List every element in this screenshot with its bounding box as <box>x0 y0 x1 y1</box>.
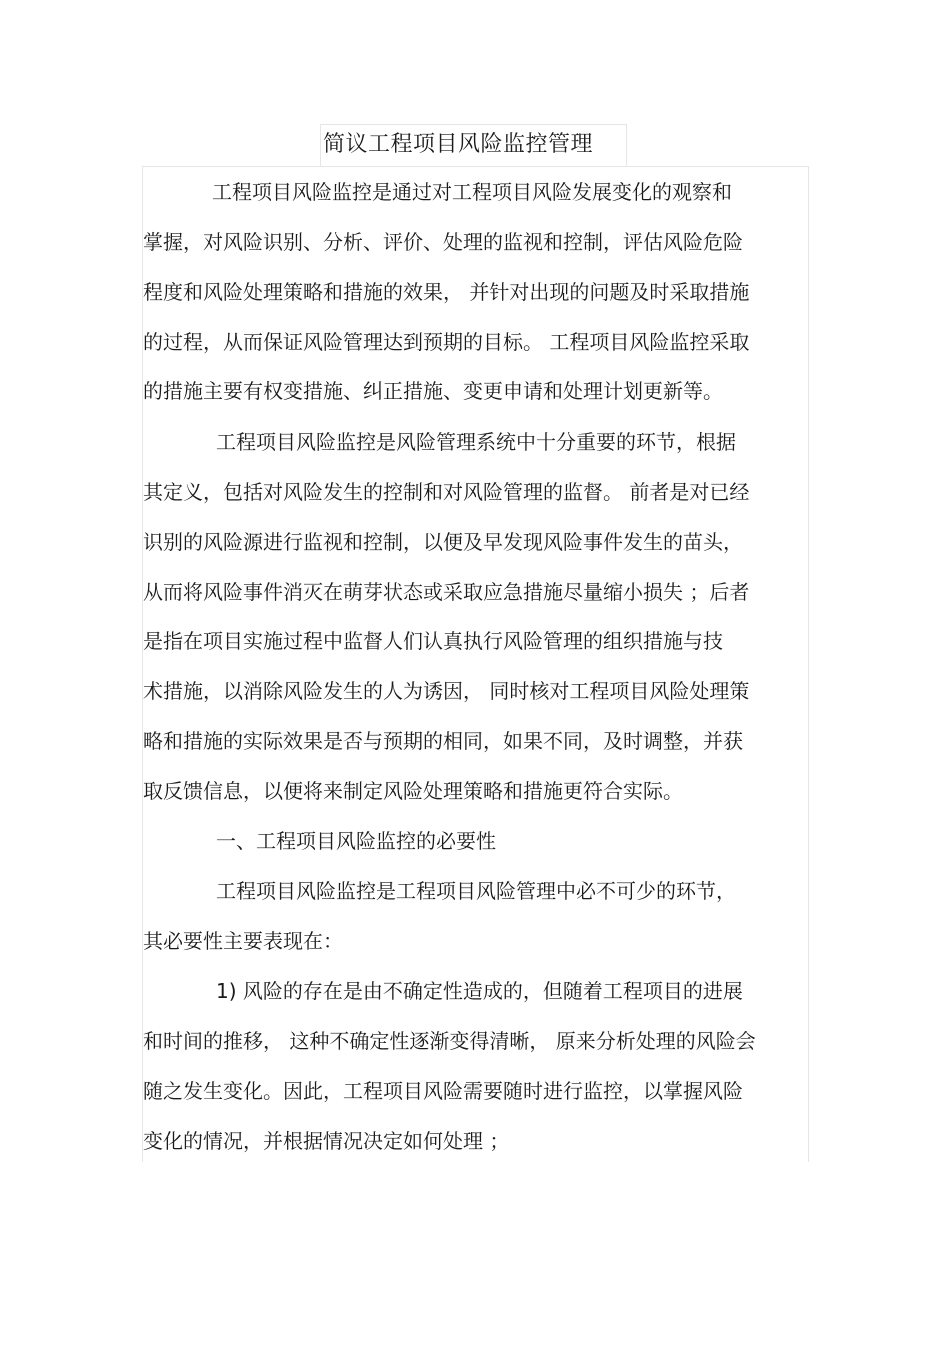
paragraph-line: 工程项目风险监控是通过对工程项目风险发展变化的观察和 <box>212 180 732 204</box>
paragraph-line: 的措施主要有权变措施、纠正措施、变更申请和处理计划更新等。 <box>143 379 723 403</box>
paragraph-line: 1) 风险的存在是由不确定性造成的，但随着工程项目的进展 <box>216 979 743 1003</box>
paragraph-line: 掌握，对风险识别、分析、评价、处理的监视和控制，评估风险危险 <box>143 230 743 254</box>
section-heading: 一、工程项目风险监控的必要性 <box>216 829 496 853</box>
paragraph-line: 和时间的推移， 这种不确定性逐渐变得清晰， 原来分析处理的风险会 <box>143 1029 756 1053</box>
paragraph-line: 略和措施的实际效果是否与预期的相同，如果不同，及时调整，并获 <box>143 729 743 753</box>
paragraph-line: 工程项目风险监控是工程项目风险管理中必不可少的环节， <box>216 879 736 903</box>
paragraph-line: 识别的风险源进行监视和控制，以便及早发现风险事件发生的苗头， <box>143 530 743 554</box>
paragraph-line: 是指在项目实施过程中监督人们认真执行风险管理的组织措施与技 <box>143 629 723 653</box>
paragraph-line: 的过程，从而保证风险管理达到预期的目标。 工程项目风险监控采取 <box>143 330 750 354</box>
document-title: 简议工程项目风险监控管理 <box>323 132 594 157</box>
paragraph-line: 随之发生变化。因此，工程项目风险需要随时进行监控，以掌握风险 <box>143 1079 743 1103</box>
paragraph-line: 变化的情况，并根据情况决定如何处理 ； <box>143 1129 510 1153</box>
paragraph-line: 其定义，包括对风险发生的控制和对风险管理的监督。 前者是对已经 <box>143 480 750 504</box>
paragraph-line: 工程项目风险监控是风险管理系统中十分重要的环节，根据 <box>216 430 736 454</box>
paragraph-line: 从而将风险事件消灭在萌芽状态或采取应急措施尽量缩小损失 ；后者 <box>143 580 750 604</box>
paragraph-line: 其必要性主要表现在： <box>143 929 343 953</box>
paragraph-line: 程度和风险处理策略和措施的效果， 并针对出现的问题及时采取措施 <box>143 280 750 304</box>
body-frame <box>142 166 809 1162</box>
paragraph-line: 术措施，以消除风险发生的人为诱因， 同时核对工程项目风险处理策 <box>143 679 750 703</box>
paragraph-line: 取反馈信息，以便将来制定风险处理策略和措施更符合实际。 <box>143 779 683 803</box>
